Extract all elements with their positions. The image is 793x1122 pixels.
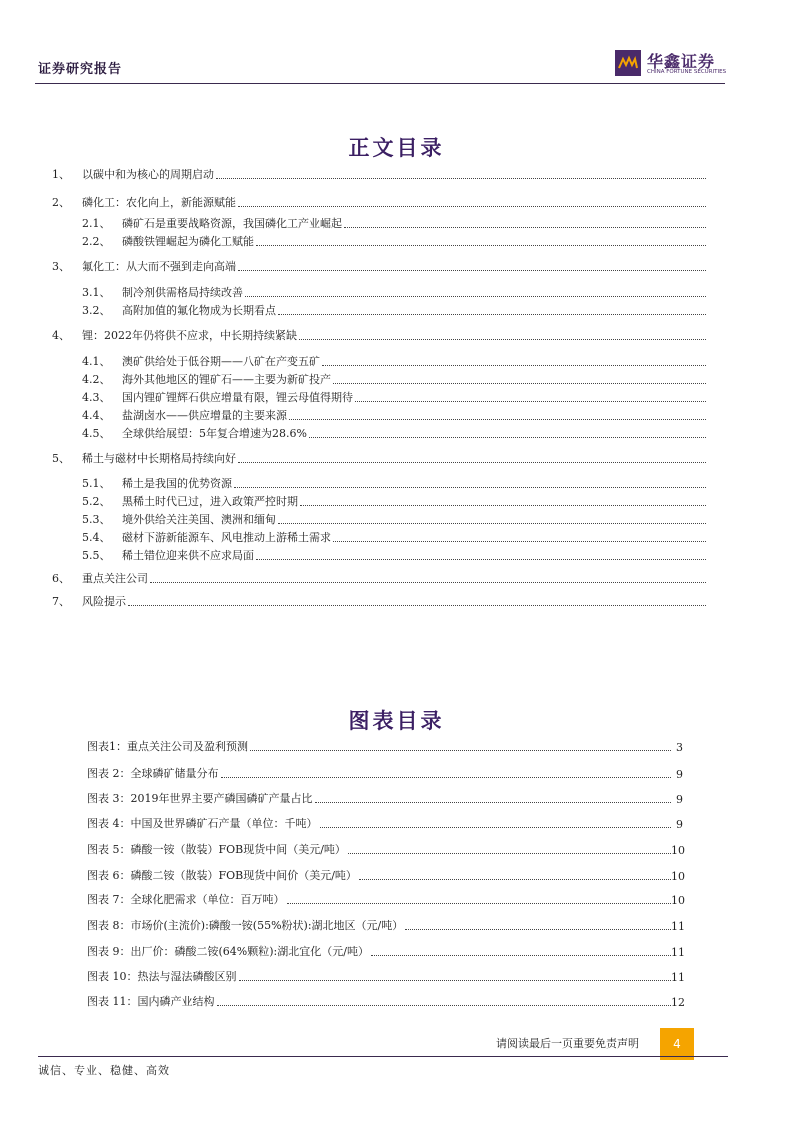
dot-leader	[355, 401, 706, 402]
toc-entry-label: 重点关注公司	[82, 572, 148, 585]
toc-entry-number: 5、	[52, 452, 70, 465]
dot-leader	[320, 827, 672, 828]
toc-entry-number: 5.4、	[82, 531, 111, 544]
dot-leader	[238, 270, 706, 271]
figure-entry-label: 图表 6：磷酸二铵（散装）FOB现货中间价（美元/吨）	[87, 869, 357, 882]
dot-leader	[238, 206, 706, 207]
figure-entry-label: 图表 10：热法与湿法磷酸区别	[87, 970, 237, 983]
toc-entry[interactable]	[82, 511, 706, 527]
toc-entry-label: 稀土是我国的优势资源	[122, 477, 232, 490]
header-divider	[35, 83, 725, 84]
toc-entry-label: 海外其他地区的锂矿石——主要为新矿投产	[122, 373, 331, 386]
brand-name-cn: 华鑫证券	[647, 52, 716, 71]
toc-entry[interactable]	[82, 302, 706, 318]
figure-entry-page: 12	[671, 996, 685, 1009]
dot-leader	[256, 245, 706, 246]
figure-entry[interactable]	[87, 790, 683, 806]
brand-logo	[615, 50, 725, 80]
figure-entry-label: 图表 3：2019年世界主要产磷国磷矿产量占比	[87, 792, 313, 805]
toc-entry-label: 磁材下游新能源车、风电推动上游稀土需求	[122, 531, 331, 544]
toc-entry[interactable]	[82, 493, 706, 509]
dot-leader	[333, 383, 706, 384]
figure-entry-label: 图表 11：国内磷产业结构	[87, 995, 215, 1008]
toc-entry-number: 5.3、	[82, 513, 111, 526]
dot-leader	[348, 853, 671, 854]
toc-entry-number: 5.1、	[82, 477, 111, 490]
dot-leader	[217, 1005, 672, 1006]
dot-leader	[299, 339, 706, 340]
toc-entry[interactable]	[52, 166, 706, 182]
toc-entry-label: 稀土错位迎来供不应求局面	[122, 549, 254, 562]
toc-entry-number: 2.1、	[82, 217, 111, 230]
toc-entry[interactable]	[52, 194, 706, 210]
figure-entry-page: 10	[671, 844, 685, 857]
figure-entry[interactable]	[87, 815, 683, 831]
figure-entry-page: 9	[676, 793, 683, 806]
toc-entry[interactable]	[82, 425, 706, 441]
dot-leader	[300, 505, 706, 506]
toc-entry-number: 4.4、	[82, 409, 111, 422]
page-number-badge: 4	[660, 1028, 694, 1060]
dot-leader	[245, 296, 706, 297]
toc-entry-number: 5.2、	[82, 495, 111, 508]
dot-leader	[309, 437, 706, 438]
dot-leader	[371, 955, 671, 956]
toc-entry[interactable]	[82, 353, 706, 369]
toc-entry-label: 境外供给关注美国、澳洲和缅甸	[122, 513, 276, 526]
dot-leader	[344, 227, 706, 228]
toc-entry[interactable]	[82, 407, 706, 423]
figure-entry-page: 9	[676, 768, 683, 781]
dot-leader	[250, 750, 671, 751]
toc-entry[interactable]	[52, 450, 706, 466]
toc-entry-label: 磷酸铁锂崛起为磷化工赋能	[122, 235, 254, 248]
toc-entry-label: 稀土与磁材中长期格局持续向好	[82, 452, 236, 465]
figure-entry[interactable]	[87, 993, 683, 1009]
toc-entry-number: 4.1、	[82, 355, 111, 368]
figure-entry-page: 11	[671, 946, 685, 959]
toc-entry-number: 7、	[52, 595, 70, 608]
dot-leader	[289, 419, 706, 420]
toc-entry-label: 澳矿供给处于低谷期——八矿在产变五矿	[122, 355, 320, 368]
toc-entry[interactable]	[52, 258, 706, 274]
dot-leader	[278, 523, 706, 524]
toc-entry[interactable]	[82, 475, 706, 491]
figure-entry-page: 11	[671, 971, 685, 984]
figure-entry-label: 图表 8：市场价(主流价):磷酸一铵(55%粉状):湖北地区（元/吨）	[87, 919, 404, 932]
toc-entry-number: 3、	[52, 260, 70, 273]
dot-leader	[239, 980, 672, 981]
toc-entry-label: 磷化工：农化向上，新能源赋能	[82, 196, 236, 209]
disclaimer-link[interactable]: 请阅读最后一页重要免责声明	[496, 1037, 639, 1050]
toc-entry-label: 以碳中和为核心的周期启动	[82, 168, 214, 181]
figure-entry[interactable]	[87, 968, 683, 984]
toc-entry[interactable]	[82, 389, 706, 405]
toc-entry-label: 制冷剂供需格局持续改善	[122, 286, 243, 299]
toc-entry-number: 3.1、	[82, 286, 111, 299]
toc-entry-label: 盐湖卤水——供应增量的主要来源	[122, 409, 287, 422]
dot-leader	[128, 605, 706, 606]
toc-entry-number: 4.3、	[82, 391, 111, 404]
toc-entry[interactable]	[82, 284, 706, 300]
figure-entry-page: 10	[671, 870, 685, 883]
figure-entry-page: 3	[676, 741, 683, 754]
figure-entry[interactable]	[87, 841, 683, 857]
dot-leader	[234, 487, 706, 488]
report-type-label: 证券研究报告	[38, 62, 123, 77]
figure-entry[interactable]	[87, 765, 683, 781]
figure-entry[interactable]	[87, 738, 683, 754]
toc-entry-number: 2、	[52, 196, 70, 209]
dot-leader	[322, 365, 706, 366]
figure-entry-page: 9	[676, 818, 683, 831]
toc-entry-label: 国内锂矿锂辉石供应增量有限，锂云母值得期待	[122, 391, 353, 404]
dot-leader	[216, 178, 706, 179]
toc-entry-label: 全球供给展望：5年复合增速为28.6%	[122, 427, 307, 440]
figure-entry-label: 图表 5：磷酸一铵（散装）FOB现货中间（美元/吨）	[87, 843, 346, 856]
brand-name-en: CHINA FORTUNE SECURITIES	[647, 69, 727, 75]
toc-entry-number: 2.2、	[82, 235, 111, 248]
figure-entry-page: 10	[671, 894, 685, 907]
figure-entry[interactable]	[87, 891, 683, 907]
figures-title: 图表目录	[348, 708, 445, 733]
toc-entry-number: 6、	[52, 572, 70, 585]
dot-leader	[333, 541, 706, 542]
toc-title: 正文目录	[348, 135, 445, 160]
toc-entry[interactable]	[82, 371, 706, 387]
figure-entry-page: 11	[671, 920, 685, 933]
toc-entry[interactable]	[82, 233, 706, 249]
toc-entry[interactable]	[52, 593, 706, 609]
toc-entry-label: 氟化工：从大而不强到走向高端	[82, 260, 236, 273]
dot-leader	[359, 879, 671, 880]
toc-entry-number: 5.5、	[82, 549, 111, 562]
toc-entry-label: 风险提示	[82, 595, 126, 608]
figure-entry-label: 图表 4：中国及世界磷矿石产量（单位：千吨）	[87, 817, 318, 830]
logo-mark-icon	[615, 50, 641, 76]
dot-leader	[287, 903, 672, 904]
toc-entry-label: 锂：2022年仍将供不应求，中长期持续紧缺	[82, 329, 297, 342]
figure-entry[interactable]	[87, 917, 683, 933]
toc-entry[interactable]	[82, 529, 706, 545]
toc-entry-label: 磷矿石是重要战略资源，我国磷化工产业崛起	[122, 217, 342, 230]
dot-leader	[238, 462, 706, 463]
toc-entry-label: 高附加值的氟化物成为长期看点	[122, 304, 276, 317]
toc-entry[interactable]	[82, 215, 706, 231]
dot-leader	[315, 802, 672, 803]
dot-leader	[221, 777, 672, 778]
toc-entry[interactable]	[82, 547, 706, 563]
footer-motto: 诚信、专业、稳健、高效	[38, 1064, 170, 1077]
figure-entry[interactable]	[87, 867, 683, 883]
toc-entry-label: 黑稀土时代已过，进入政策严控时期	[122, 495, 298, 508]
figure-entry-label: 图表 2：全球磷矿储量分布	[87, 767, 219, 780]
toc-entry-number: 4、	[52, 329, 70, 342]
figure-entry[interactable]	[87, 943, 683, 959]
dot-leader	[405, 929, 671, 930]
toc-entry-number: 4.2、	[82, 373, 111, 386]
footer-divider	[38, 1056, 728, 1057]
figure-entry-label: 图表 7：全球化肥需求（单位：百万吨）	[87, 893, 285, 906]
figure-entry-label: 图表 9：出厂价：磷酸二铵(64%颗粒):湖北宜化（元/吨）	[87, 945, 369, 958]
toc-entry-number: 4.5、	[82, 427, 111, 440]
toc-entry-number: 1、	[52, 168, 70, 181]
figure-entry-label: 图表1：重点关注公司及盈利预测	[87, 740, 248, 753]
dot-leader	[256, 559, 706, 560]
toc-entry[interactable]	[52, 570, 706, 586]
toc-entry-number: 3.2、	[82, 304, 111, 317]
dot-leader	[150, 582, 706, 583]
dot-leader	[278, 314, 706, 315]
toc-entry[interactable]	[52, 327, 706, 343]
